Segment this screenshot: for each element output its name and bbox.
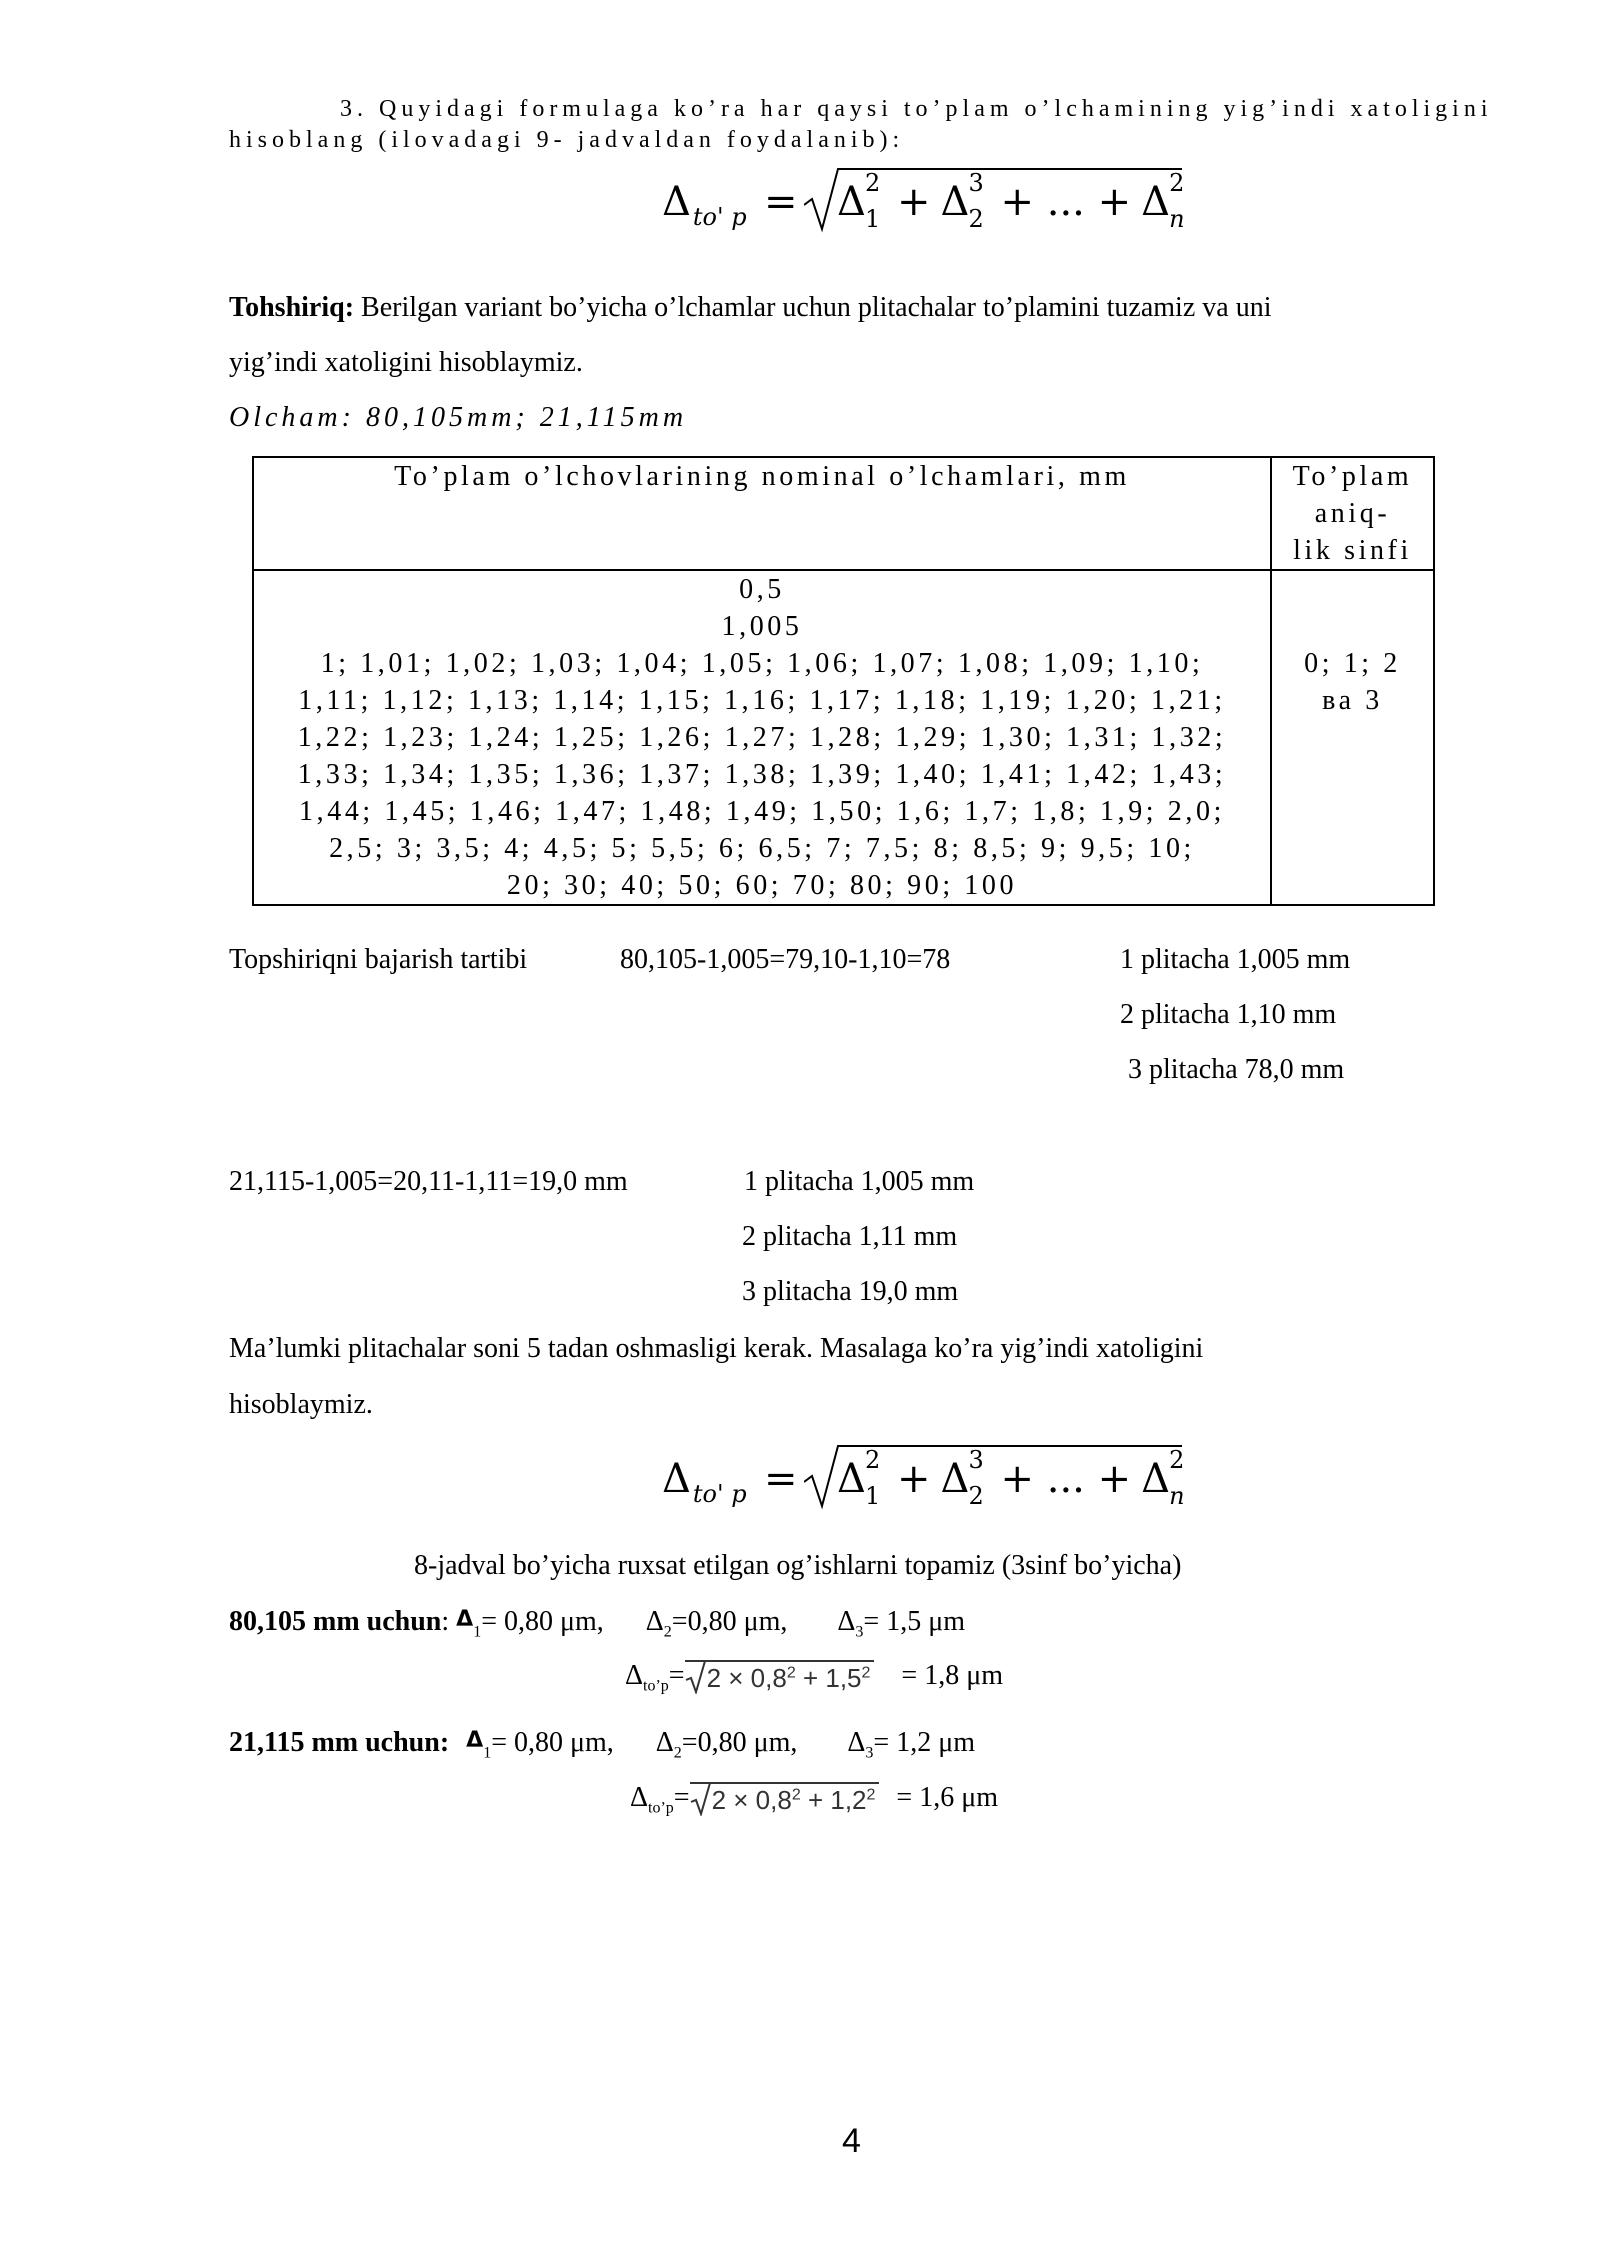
result-delta: Δ bbox=[625, 1660, 644, 1691]
size-line: 1,005 bbox=[721, 611, 803, 642]
radical-sign bbox=[685, 1660, 707, 1694]
procedure-calc-1: 80,105-1,005=79,10-1,10=78 bbox=[620, 944, 951, 975]
task-paragraph-2: yig’indi xatoligini hisoblaymiz. bbox=[229, 347, 583, 378]
size-line: 20; 30; 40; 50; 60; 70; 80; 90; 100 bbox=[506, 870, 1018, 901]
delta-3-symbol: Δ bbox=[847, 1727, 866, 1758]
header-class-line: lik sinfi bbox=[1293, 535, 1412, 566]
plate-item: 2 plitacha 1,10 mm bbox=[1120, 999, 1337, 1030]
table-cell-sizes bbox=[253, 570, 1271, 905]
delta-1-value: = 0,80 μm, bbox=[491, 1727, 614, 1758]
plate-item: 1 plitacha 1,005 mm bbox=[744, 1166, 975, 1197]
note-line-2: hisoblaymiz. bbox=[229, 1389, 373, 1420]
plate-item: 2 plitacha 1,11 mm bbox=[742, 1221, 958, 1252]
size-line: 1,11; 1,12; 1,13; 1,14; 1,15; 1,16; 1,17; 1,18; 1,19; 1,20; 1,21; bbox=[298, 685, 1226, 716]
result-value: = 1,8 μm bbox=[901, 1660, 1004, 1691]
task-text: Berilgan variant bo’yicha o’lchamlar uchun plitachalar to’plamini tuzamiz va uni bbox=[354, 292, 1272, 323]
result-equals: = bbox=[673, 1782, 690, 1813]
header-class-line: aniq- bbox=[1314, 498, 1391, 529]
delta-sub: 2 bbox=[663, 1623, 672, 1641]
header-class-line: To’plam bbox=[1292, 461, 1413, 492]
formula-equals: = bbox=[764, 1456, 798, 1502]
delta-2-symbol: Δ bbox=[645, 1606, 664, 1637]
delta-3-value: = 1,5 μm bbox=[863, 1606, 965, 1637]
delta-3-symbol: Δ bbox=[837, 1606, 856, 1637]
intro-line-2: hisoblang (ilovadagi 9- jadvaldan foydalanib): bbox=[229, 127, 905, 153]
result-sub: to’p bbox=[648, 1799, 674, 1817]
sum-error-formula bbox=[662, 165, 1185, 245]
calc-21-line bbox=[229, 1725, 975, 1764]
calc-80-result bbox=[625, 1658, 1003, 1697]
table-row bbox=[253, 570, 1434, 905]
size-line: 0,5 bbox=[739, 574, 785, 605]
olcham-line: Olcham: 80,105mm; 21,115mm bbox=[229, 402, 688, 433]
calc-80-line bbox=[229, 1604, 965, 1643]
task-paragraph bbox=[229, 290, 1271, 325]
result-sub: to’p bbox=[643, 1677, 669, 1695]
formula-radicand: Δ 2 1 + Δ 3 2 + ... + Δ 2 n bbox=[837, 169, 1185, 233]
calc-21-label: 21,115 mm uchun: bbox=[229, 1727, 450, 1758]
formula-equals: = bbox=[764, 179, 798, 225]
task-label: Tohshiriq: bbox=[229, 292, 355, 323]
root-expression: $2 \times 0,8^2 + 1,2^2$ bbox=[690, 1782, 880, 1817]
result-value: = 1,6 μm bbox=[896, 1782, 999, 1813]
size-line: 1,44; 1,45; 1,46; 1,47; 1,48; 1,49; 1,50; 1,6; 1,7; 1,8; 1,9; 2,0; bbox=[299, 796, 1225, 827]
colon: : bbox=[441, 1606, 450, 1637]
delta-sub: 1 bbox=[483, 1744, 492, 1762]
nominal-sizes-table bbox=[252, 456, 1435, 906]
delta-2-value: =0,80 μm, bbox=[671, 1606, 788, 1637]
calc-21-result bbox=[630, 1780, 998, 1819]
delta-sub: 2 bbox=[673, 1744, 682, 1762]
plate-item: 1 plitacha 1,005 mm bbox=[1120, 944, 1351, 975]
delta-2-symbol: Δ bbox=[655, 1727, 674, 1758]
delta-sub: 3 bbox=[865, 1744, 874, 1762]
class-line: 0; 1; 2 bbox=[1304, 648, 1401, 679]
result-delta: Δ bbox=[630, 1782, 649, 1813]
formula-lhs: $\Delta_{to' p}$ bbox=[662, 1456, 747, 1508]
class-line: ва 3 bbox=[1322, 685, 1383, 716]
size-line: 1; 1,01; 1,02; 1,03; 1,04; 1,05; 1,06; 1,07; 1,08; 1,09; 1,10; bbox=[320, 648, 1204, 679]
formula-lhs: $\Delta_{to' p}$ bbox=[662, 179, 747, 231]
sum-error-formula-repeat bbox=[662, 1442, 1185, 1522]
size-line: 2,5; 3; 3,5; 4; 4,5; 5; 5,5; 6; 6,5; 7; 7,5; 8; 8,5; 9; 9,5; 10; bbox=[329, 833, 1195, 864]
jadval-note: 8-jadval bo’yicha ruxsat etilgan og’ishlarni topamiz (3sinf bo’yicha) bbox=[414, 1550, 1182, 1581]
delta-3-value: = 1,2 μm bbox=[873, 1727, 975, 1758]
table-header-row bbox=[253, 457, 1434, 570]
plate-item: 3 plitacha 78,0 mm bbox=[1128, 1054, 1345, 1085]
procedure-label: Topshiriqni bajarish tartibi bbox=[229, 944, 528, 975]
delta-1-value: = 0,80 μm, bbox=[481, 1606, 604, 1637]
note-line-1: Ma’lumki plitachalar soni 5 tadan oshmasligi kerak. Masalaga ko’ra yig’indi xatoligini bbox=[229, 1333, 1204, 1364]
page-number: 4 bbox=[842, 2122, 861, 2160]
result-equals: = bbox=[668, 1660, 685, 1691]
table-header-sizes: To’plam o’lchovlarining nominal o’lchamlari, mm bbox=[253, 457, 1271, 570]
formula-radicand: Δ 2 1 + Δ 3 2 + ... + Δ 2 n bbox=[837, 1446, 1185, 1510]
table-header-class bbox=[1271, 457, 1434, 570]
delta-sub: 1 bbox=[473, 1623, 482, 1641]
size-line: 1,33; 1,34; 1,35; 1,36; 1,37; 1,38; 1,39; 1,40; 1,41; 1,42; 1,43; bbox=[297, 759, 1227, 790]
root-expression: $2 \times 0,8^2 + 1,5^2$ bbox=[685, 1660, 875, 1695]
table-cell-class bbox=[1271, 570, 1434, 905]
size-line: 1,22; 1,23; 1,24; 1,25; 1,26; 1,27; 1,28; 1,29; 1,30; 1,31; 1,32; bbox=[297, 722, 1227, 753]
procedure-calc-2: 21,115-1,005=20,11-1,11=19,0 mm bbox=[229, 1166, 628, 1197]
calc-80-label: 80,105 mm uchun bbox=[229, 1606, 442, 1637]
plate-item: 3 plitacha 19,0 mm bbox=[742, 1276, 959, 1307]
delta-2-value: =0,80 μm, bbox=[681, 1727, 798, 1758]
radical-sign bbox=[690, 1782, 712, 1816]
delta-sub: 3 bbox=[855, 1623, 864, 1641]
delta-icon: Δ bbox=[466, 1728, 484, 1753]
intro-line-1: 3. Quyidagi formulaga ko’ra har qaysi to’plam o’lchamining yig’indi xatoligini bbox=[340, 96, 1493, 122]
delta-icon: Δ bbox=[456, 1607, 474, 1632]
